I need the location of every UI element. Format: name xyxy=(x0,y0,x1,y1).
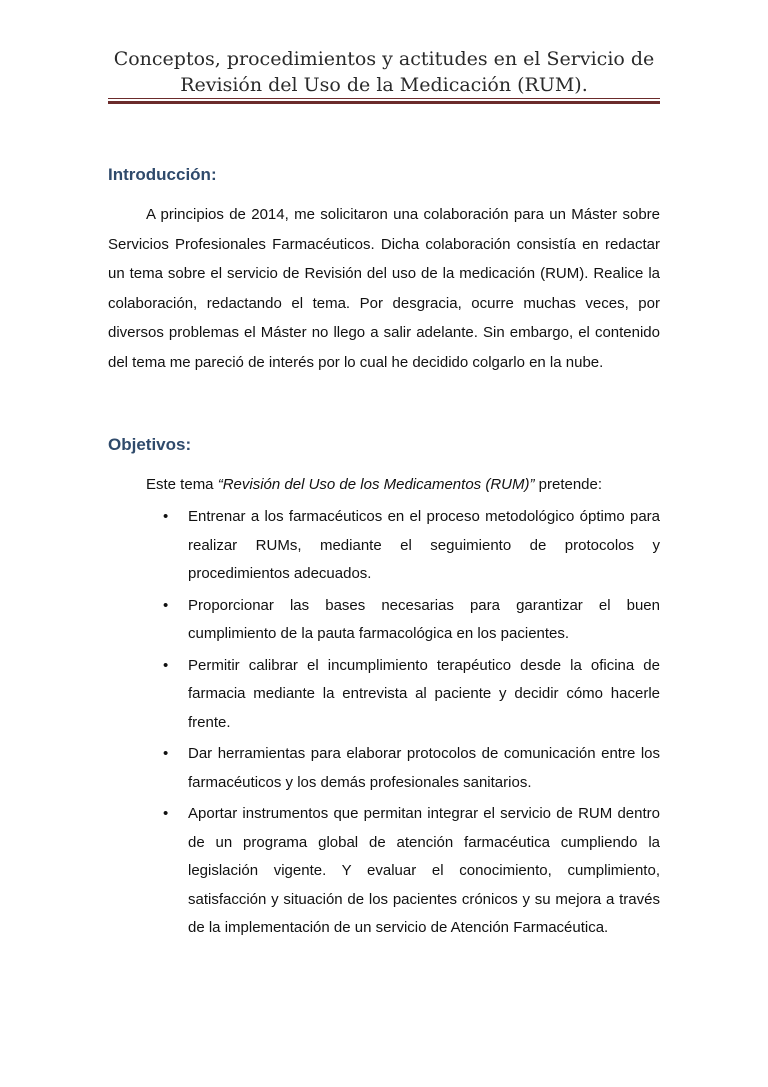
list-item xyxy=(146,503,660,589)
list-item-text: Aportar instrumentos que permitan integrar el servicio de RUM dentro de un programa global de atención farmacéutica cumpliendo la legislación vigente. Y evaluar el conocimiento, cumplimiento, satisfacción y situación de los pacientes crónicos y su mejora a través de la implementación de un servicio de Atención Farmacéutica. xyxy=(188,805,660,936)
header-title-line-2: Revisión del Uso de la Medicación (RUM). xyxy=(180,74,588,96)
objetivos-list xyxy=(146,503,660,943)
bullet-icon: • xyxy=(163,745,169,762)
list-item xyxy=(146,592,660,649)
bullet-icon: • xyxy=(163,656,169,674)
introduccion-heading: Introducción: xyxy=(108,165,217,184)
header-rule-thick xyxy=(108,101,660,104)
list-item-text: Proporcionar las bases necesarias para garantizar el buen cumplimiento de la pauta farmacológica en los pacientes. xyxy=(188,596,660,642)
list-item-text: Permitir calibrar el incumplimiento terapéutico desde la oficina de farmacia mediante la entrevista al paciente y decidir cómo hacerle frente. xyxy=(188,656,660,731)
bullet-icon: • xyxy=(163,805,169,822)
page-header xyxy=(108,46,660,98)
introduccion-paragraph: A principios de 2014, me solicitaron una colaboración para un Máster sobre Servicios Profesionales Farmacéuticos. Dicha colaboración consistía en redactar un tema sobre el servicio de Revisión del uso de la medicación (RUM). Realice la colaboración, redactando el tema. Por desgracia, ocurre muchas veces, por diversos problemas el Máster no llego a salir adelante. Sin embargo, el contenido del tema me pareció de interés por lo cual he decidido colgarlo en la nube. xyxy=(108,206,660,371)
lead-suffix: pretende: xyxy=(534,476,603,493)
list-item xyxy=(146,652,660,738)
list-item-text: Entrenar a los farmacéuticos en el proceso metodológico óptimo para realizar RUMs, mediante el seguimiento de protocolos y procedimientos adecuados. xyxy=(188,508,660,582)
list-item xyxy=(146,740,660,797)
objetivos-heading: Objetivos: xyxy=(108,435,192,454)
list-item xyxy=(146,800,660,943)
bullet-icon: • xyxy=(163,508,169,525)
objetivos-lead xyxy=(146,470,660,499)
header-rule-thin xyxy=(108,98,660,99)
header-title-line-1: Conceptos, procedimientos y actitudes en el Servicio de xyxy=(113,48,655,70)
lead-title: “Revisión del Uso de los Medicamentos (RUM)” xyxy=(217,476,535,493)
lead-prefix: Este tema xyxy=(146,476,218,493)
bullet-icon: • xyxy=(163,596,169,614)
list-item-text: Dar herramientas para elaborar protocolos de comunicación entre los farmacéuticos y los demás profesionales sanitarios. xyxy=(188,745,660,791)
